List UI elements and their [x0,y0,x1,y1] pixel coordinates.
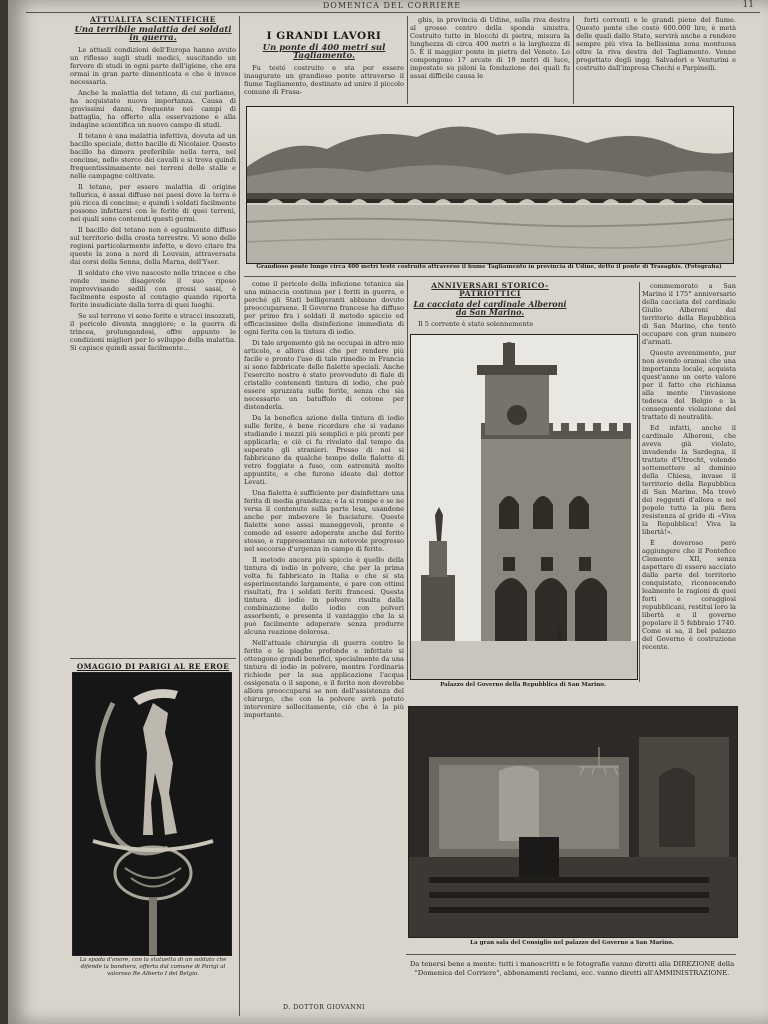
page-number: 11 [742,0,754,10]
article-paragraph: come il pericolo della infezione tetanica sia una minaccia continua per i feriti in guerra, e perché gli Stati belligeranti abbiano dovuto preoccuparsene. Il Governo francese ha diffuso per primo fra i soldati il metodo spiccio ed efficacissimo della disinfezione immediata di ogni ferita con la tintura di iodio. [244,280,404,336]
article-paragraph: Una fialetta è sufficiente per disinfettare una ferita di media grandezza; e la si rompe e se ne versa il contenuto sulla parte lesa, usandone anche per imbevere le fasciature. Queste fialette sono assai maneggevoli, pronte e comode ad essere adoperate anche dal ferito stesso, e rappresentano un notevole progresso nel soccorso d'urgenza in campo di ferite. [244,489,404,553]
article-paragraph: Ed infatti, anche il cardinale Alberoni, che aveva già violato, invadendo la Sardegna, il trattato d'Utrecht, volendo sottomettere al dominio della Chiesa, invase il territorio della Repubblica di San Marino. Ma trovò dei reggenti d'allora e nel popolo tutto la più fiera resistenza al grido di «Viva la Repubblica! Viva la libertà!». [642,424,736,536]
column-rule [407,280,408,680]
article-paragraph: Se sul terreno vi sono ferite e stracci insozzati, il pericolo diventa maggiore; e la guerra di trincea, prolungandosi, offre appunto le condizioni migliori per lo sviluppo della malattia. Si capisce quindi assai facilmente... [70,312,236,352]
article-paragraph: Anche la malattia del tetano, di cui parliamo, ha acquistato nuova importanza. Causa di gravissimi danni, frequente nei campi di battaglia, ha offerto alla osservazione e alla indagine scientifica un nuovo campo di studi. [70,89,236,129]
bridge-subtitle: Un ponte di 400 metri sul Tagliamento. [262,43,386,61]
article-paragraph: È doveroso però aggiungere che il Pontefice Clemente XII, senza aspettare di essere sacciato dalla parte del territorio conquistato, riconoscendo lealmente le ragioni di quei forti e coraggiosi repubblicani, restituì loro la libertà e il governo popolare il 5 febbraio 1740. Come si sa, il bel palazzo del Governo è costruzione recente. [642,539,736,651]
column-bridge-3 [576,16,736,104]
council-hall-illustration [409,707,737,937]
bridge-text-1: Fu testé costruito e sta per essere inaugurato un grandioso ponte attraverso il fiume Tagliamento, destinato ad unire il piccolo comune di Frasa- [244,64,404,96]
article-paragraph: Da la benefica azione della tintura di iodio sulle ferite, è bene ricordare che si vadano studiando i mezzi più semplici e più pronti per applicarla; e ciò ci fu rivelato dal tempo da superato gli stranieri. Presso di noi si fabbricano da qualche tempo delle fialette di vetro foggiate a fuso, con estremità molto appuntite, e che furono ideate dal dottor Levati. [244,414,404,486]
column-grandi-lavori [244,16,404,104]
hall-caption: La gran sala del Consiglio nel palazzo del Governo a San Marino. [470,940,674,946]
grandi-lavori-title: I GRANDI LAVORI [266,30,382,42]
sword-photo [72,672,232,956]
section-rule [406,954,736,955]
newspaper-page [8,0,768,1024]
bridge-text-2: ghis, in provincia di Udine, sulla riva destra al grosso centro della sponda sinistra. Costruito tutto in blocchi di pietra, misura la lunghezza di circa 400 metri e la larghezza di 5. È il maggior ponte in pietra del Veneto. Lo compongono 17 arcate di 19 metri di luce, impostate su piloni la fondazione dei quali fu assai difficile causa le [410,16,570,80]
masthead: DOMENICA DEL CORRIERE [322,1,462,10]
column-rule [239,16,240,1016]
article-paragraph: Di tale argomento già ne occupai in altro mio articolo, e allora dissi che per rendere più facile e pronto l'uso di tale rimedio in Francia si sono fabbricate delle fialette speciali. Anche l'esercito nostro è stato provveduto di fiale di cristallo contenenti tintura di iodio, che può essere spruzzata sulle ferite, senza che sia necessario un batuffolo di cotone per distenderla. [244,339,404,411]
bridge-caption: Grandioso ponte lungo circa 400 metri testé costruito attraverso il fiume Tagliamento in provincia di Udine, detto il ponte di Trasaghis. (Fotografia) [256,264,722,270]
palazzo-photo [410,334,638,680]
article-paragraph: Il tetano è una malattia infettiva, dovuta ad un bacillo speciale, detto bacillo di Nicolaier. Questo bacillo ha dimora preferibile nella terra, nel concime, nello sterco dei cavalli e si trova quindi frequentissimamente nei terreni delle stalle e nelle campagne coltivate. [70,132,236,180]
section-rule [70,658,236,659]
article-paragraph: Il metodo ancora più spiccio è quello della tintura di iodio in polvere, che per la prima volta fu fabbricato in Italia e che si sta esperimentando largamente, e pare con ottimi risultati, fra i soldati feriti francesi. Questa tintura di iodio in polvere risulta dalla combinazione dello iodio con polveri assorbenti, e presenta il vantaggio che la si può facilmente adoperare senza produrre alcuna reazione dolorosa. [244,556,404,636]
sword-caption: La spada d'onore, con la statuetta di un soldato che difende la bandiera, offerta dal comune di Parigi al valoroso Re Alberto I del Belgio. [79,957,227,977]
sanmarino-intro: Il 5 corrente è stato solennemente [418,320,534,328]
sanmarino-kicker: ANNIVERSARI STORICO-PATRIOTTICI [431,282,549,298]
article-paragraph: Nell'attuale chirurgia di guerra contro le ferite e le piaghe profonde e infettate si ottengono grandi benefici, specialmente da una tintura di iodio in polvere, mentre l'ordinaria richiede per la sua applicazione l'acqua ossigenata o il sapone, e il ferito non dovrebbe allora preoccuparsi se non dell'assistenza del chirurgo, che con la polvere avrà potuto intervenire sollecitamente, ciò che è la più importante. [244,639,404,719]
council-hall-photo [408,706,738,938]
article-paragraph: commemorato a San Marino il 175° anniversario della cacciata del cardinale Giulio Alberoni dal territorio della Repubblica di San Marino, che tentò occupare con gran numero d'armati. [642,282,736,346]
article-paragraph: Il bacillo del tetano non è egualmente diffuso sul territorio della crosta terrestre. Vi sono delle regioni particolarmente infette, e devo citare fra queste la zona a nord di Louvain, attraversata dai corsi della Senna, della Marna, dell'Yser. [70,226,236,266]
header-rule [26,12,760,13]
palazzo-caption: Palazzo del Governo della Repubblica di San Marino. [440,682,606,688]
article-paragraph: Questo avvenimento, pur non avendo oramai che una importanza locale, acquista quest'anno un certo valore per il fatto che richiama alla mente l'invasione tedesca del Belgio e la conseguente violazione del trattato di neutralità. [642,349,736,421]
author-signature: D. DOTTOR GIOVANNI [283,1004,365,1011]
column-sanmarino [642,282,736,690]
article-title: Una terribile malattia dei soldati in guerra. [74,25,232,43]
article-paragraph: Il soldato che vive nascosto nelle trincee e che rende meno disagevole il suo riposo improvvisando sedili con grossi sassi, è facilmente esposto al contagio quando riporta ferite insudiciate dalla terra di quei luoghi. [70,269,236,309]
column-bridge-2 [410,16,570,104]
article-kicker: ATTUALITÀ SCIENTIFICHE [90,16,216,24]
article-paragraph: Le attuali condizioni dell'Europa hanno avuto un riflesso sugli studi medici, suscitando un fervore di studi in ogni parte dell'igiene, che era ormai in gran parte dimenticata e che è invece necessaria. [70,46,236,86]
sword-illustration [73,673,231,955]
section-rule [244,276,736,277]
column-rule [407,16,408,104]
column-scientific-article [70,16,236,654]
bridge-text-3: forti correnti e le grandi piene del fiume. Questo ponte che costò 600.000 lire, è metà delle quali dallo Stato, servirà anche a rendere sempre più viva la bellissima zona montuosa oltre la riva destra del Tagliamento. Venne progettato degli ingg. Salvadori e Venturini e costruito dall'impresa Chechi e Parpinelli. [576,16,736,72]
palazzo-illustration [411,335,637,679]
bridge-photo [246,106,734,264]
page-header [22,0,762,12]
article-paragraph: Il tetano, per essere malattia di origine tellurica, è assai diffuso nei paesi dove la terra è più ricca di concime; e quindi i soldati facilmente possono infettarsi con le ferite di quei terreni, nei quali sono contenuti questi germi. [70,183,236,223]
column-rule [639,282,640,682]
paris-title: OMAGGIO DI PARIGI AL RE EROE [76,662,230,671]
editorial-notice: Da tenersi bene a mente: tutti i manoscritti e le fotografie vanno diretti alla DIREZIONE della "Domenica del Corriere", abbonamenti reclami, ecc. vanno diretti all'AMMINISTRAZIONE. [409,960,735,977]
sanmarino-title: La cacciata del cardinale Alberoni da San Marino. [413,299,567,317]
column-iodine-article [244,280,404,970]
sanmarino-header [410,282,570,334]
column-rule [573,16,574,104]
bridge-landscape [247,107,733,263]
